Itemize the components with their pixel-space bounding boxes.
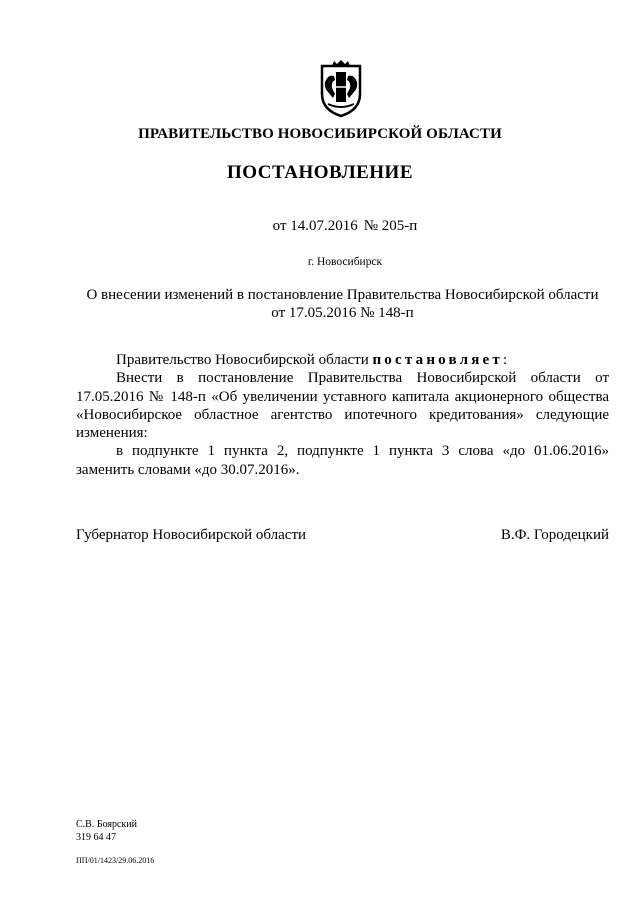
- registry-code: ПП/01/1423/29.06.2016: [76, 856, 155, 865]
- document-type-title: ПОСТАНОВЛЕНИЕ: [226, 162, 414, 183]
- subject-line-2: от 17.05.2016 № 148-п: [271, 305, 414, 321]
- subject-line-1: О внесении изменений в постановление Правительства Новосибирской области: [86, 287, 599, 303]
- amendment-paragraph: Внести в постановление Правительства Новосибирской области от 17.05.2016 № 148-п «Об увеличении уставного капитала акционерного общества «Новосибирское областное агентство ипотечного кредитования» следующие изменения:: [76, 370, 609, 442]
- document-body: [76, 351, 609, 479]
- signature-block: [76, 527, 609, 544]
- executor-name: С.В. Боярский: [76, 819, 137, 830]
- executor-block: [76, 818, 137, 844]
- decree-prefix: Правительство Новосибирской области: [116, 352, 373, 368]
- organization-title: ПРАВИТЕЛЬСТВО НОВОСИБИРСКОЙ ОБЛАСТИ: [138, 126, 502, 142]
- decree-suffix: :: [502, 352, 508, 368]
- document-subject: [60, 286, 625, 322]
- document-date: от 14.07.2016: [272, 218, 358, 234]
- decree-word: постановляет: [372, 352, 503, 368]
- executor-phone: 319 64 47: [76, 832, 116, 843]
- decree-paragraph: [76, 351, 609, 369]
- date-number-line: [0, 218, 640, 235]
- change-paragraph: в подпункте 1 пункта 2, подпункте 1 пункта 3 слова «до 01.06.2016» заменить словами «до 30.07.2016».: [76, 443, 609, 478]
- signatory-position: Губернатор Новосибирской области: [76, 527, 307, 543]
- novosibirsk-coat-of-arms-icon: [316, 60, 366, 120]
- city-line: г. Новосибирск: [307, 256, 383, 268]
- document-number: № 205-п: [363, 218, 418, 234]
- signatory-name: В.Ф. Городецкий: [500, 527, 609, 543]
